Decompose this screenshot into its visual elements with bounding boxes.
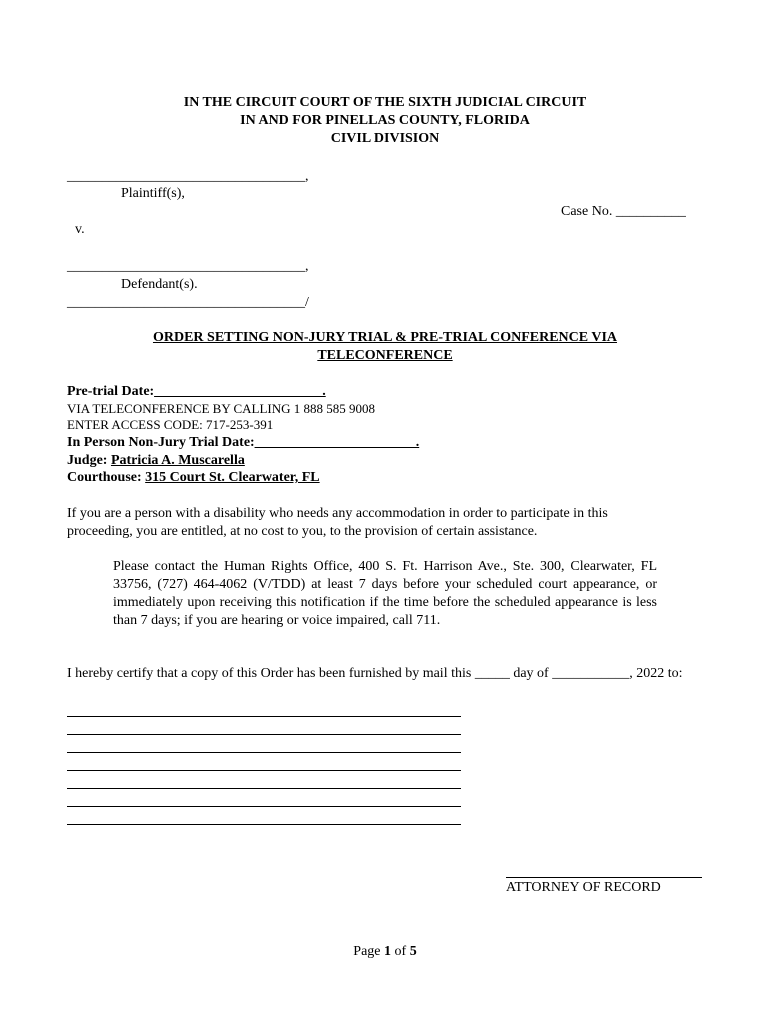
header-line-1: IN THE CIRCUIT COURT OF THE SIXTH JUDICIAL CIRCUIT bbox=[183, 95, 587, 110]
order-title-line-2: TELECONFERENCE bbox=[317, 348, 453, 363]
service-line-2 bbox=[67, 734, 461, 735]
header-line-2: IN AND FOR PINELLAS COUNTY, FLORIDA bbox=[240, 113, 530, 128]
teleconference-line: VIA TELECONFERENCE BY CALLING 1 888 585 9008 bbox=[67, 401, 376, 416]
plaintiff-label: Plaintiff(s), bbox=[121, 186, 185, 201]
page-number: 1 bbox=[384, 944, 392, 959]
judge-row bbox=[67, 452, 245, 470]
judge-name: Patricia A. Muscarella bbox=[110, 453, 245, 468]
order-title-line-1: ORDER SETTING NON-JURY TRIAL & PRE-TRIAL CONFERENCE VIA bbox=[152, 330, 618, 345]
service-line-1 bbox=[67, 716, 461, 717]
pretrial-date-label: Pre-trial Date: bbox=[67, 384, 155, 399]
header-line-3: CIVIL DIVISION bbox=[330, 131, 440, 146]
trial-date-blank: _______________________. bbox=[254, 435, 420, 450]
service-line-6 bbox=[67, 806, 461, 807]
pretrial-date-blank: ________________________. bbox=[154, 384, 326, 399]
service-line-5 bbox=[67, 788, 461, 789]
service-line-4 bbox=[67, 770, 461, 771]
pretrial-date-row bbox=[67, 383, 326, 401]
trial-date-label: In Person Non-Jury Trial Date: bbox=[67, 435, 255, 450]
service-line-7 bbox=[67, 824, 461, 825]
defendant-label: Defendant(s). bbox=[121, 277, 198, 292]
page-total: 5 bbox=[409, 944, 417, 959]
trial-date-row bbox=[67, 434, 419, 452]
judge-label: Judge: bbox=[67, 453, 111, 468]
service-line-3 bbox=[67, 752, 461, 753]
plaintiff-blank: __________________________________, bbox=[67, 169, 309, 184]
case-number: Case No. __________ bbox=[561, 204, 686, 219]
certificate-text: I hereby certify that a copy of this Order has been furnished by mail this _____ day of ___________, 2022 to: bbox=[67, 666, 683, 681]
court-header bbox=[0, 94, 770, 148]
versus-label: v. bbox=[75, 222, 85, 237]
courthouse-value: 315 Court St. Clearwater, FL bbox=[145, 470, 320, 485]
caption-closing-blank: __________________________________/ bbox=[67, 295, 309, 310]
signature-line bbox=[506, 877, 702, 878]
disability-intro: If you are a person with a disability who needs any accommodation in order to participate in this proceeding, you are entitled, at no cost to you, to the provision of certain assistance. bbox=[67, 506, 608, 539]
signature-label: ATTORNEY OF RECORD bbox=[506, 880, 661, 895]
defendant-blank: __________________________________, bbox=[67, 259, 309, 274]
of-word: of bbox=[391, 944, 410, 959]
order-title bbox=[0, 329, 770, 365]
disability-contact: Please contact the Human Rights Office, 400 S. Ft. Harrison Ave., Ste. 300, Clearwater, FL 33756, (727) 464-4062 (V/TDD) at least 7 days before your scheduled court appearance, or immediately upon receiving this notification if the time before the scheduled appearance is less than 7 days; if you are hearing or voice impaired, call 711. bbox=[113, 559, 657, 628]
page-word: Page bbox=[353, 944, 385, 959]
courthouse-row bbox=[67, 469, 320, 487]
page-footer bbox=[0, 943, 770, 961]
courthouse-label: Courthouse: bbox=[67, 470, 146, 485]
access-code-line: ENTER ACCESS CODE: 717-253-391 bbox=[67, 417, 274, 432]
